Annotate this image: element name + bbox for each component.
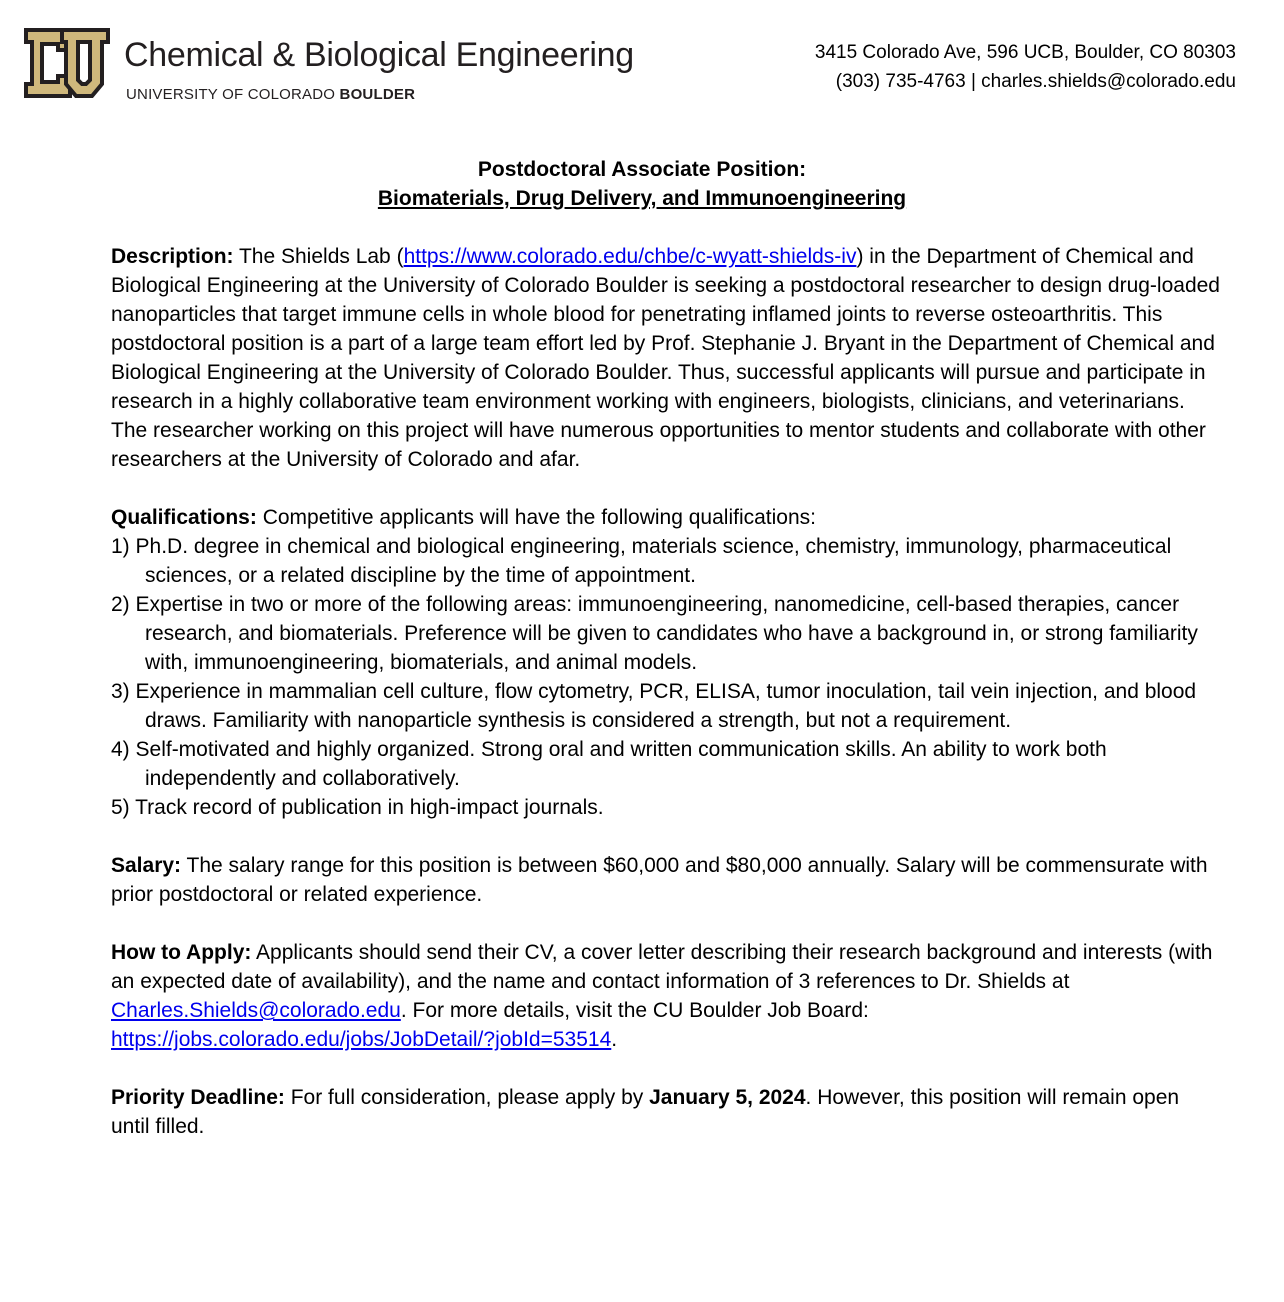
how-to-apply-label: How to Apply: (111, 941, 252, 964)
address: 3415 Colorado Ave, 596 UCB, Boulder, CO 80303 (814, 42, 1236, 63)
description-section: Description: The Shields Lab (https://www.colorado.edu/chbe/c-wyatt-shields-iv) in the Department of Chemical and Biological Engineering at the University of Colorado Boulder is seeking a postdoctoral researcher to design drug-loaded nanoparticles that target immune cells in whole blood for penetrating inflamed joints to reverse osteoarthritis. This postdoctoral position is a part of a large team effort led by Prof. Stephanie J. Bryant in the Department of Chemical and Biological Engineering at the University of Colorado Boulder. Thus, successful applicants will pursue and participate in research in a highly collaborative team environment working with engineers, biologists, clinicians, and veterinarians. The researcher working on this project will have numerous opportunities to mentor students and collaborate with other researchers at the University of Colorado and afar. (111, 245, 1220, 471)
priority-deadline-label: Priority Deadline: (111, 1086, 285, 1109)
header-logo-block (22, 22, 642, 112)
priority-deadline-section: Priority Deadline: For full consideration, please apply by January 5, 2024. However, this position will remain open until filled. (111, 1086, 1180, 1138)
email-link[interactable]: Charles.Shields@colorado.edu (111, 999, 401, 1022)
shields-lab-link[interactable]: https://www.colorado.edu/chbe/c-wyatt-shields-iv (403, 245, 857, 268)
title-line-2: Biomaterials, Drug Delivery, and Immunoengineering (377, 187, 907, 210)
qualification-item: 3) Experience in mammalian cell culture, flow cytometry, PCR, ELISA, tumor inoculation, tail vein injection, and blood draws. Familiarity with nanoparticle synthesis is considered a strength, but not a requirement. (111, 680, 1197, 732)
contact-block (815, 38, 1236, 96)
document-body (111, 242, 1221, 1170)
phone-email: (303) 735-4763 | charles.shields@colorado.edu (835, 71, 1236, 92)
how-to-apply-section: How to Apply: Applicants should send their CV, a cover letter describing their research background and interests (with an expected date of availability), and the name and contact information of 3 references to Dr. Shields at Charles.Shields@colorado.edu. For more details, visit the CU Boulder Job Board: https://jobs.colorado.edu/jobs/JobDetail/?jobId=53514. (111, 941, 1213, 1051)
job-board-link[interactable]: https://jobs.colorado.edu/jobs/JobDetail/?jobId=53514 (111, 1028, 612, 1051)
cu-logo-icon (22, 22, 112, 104)
qualification-item: 5) Track record of publication in high-impact journals. (111, 796, 604, 819)
deadline-date: January 5, 2024 (649, 1086, 806, 1109)
qualification-item: 2) Expertise in two or more of the following areas: immunoengineering, nanomedicine, cell-based therapies, cancer research, and biomaterials. Preference will be given to candidates who have a background in, or strong familiarity with, immunoengineering, biomaterials, and animal models. (111, 593, 1198, 674)
qualification-item: 1) Ph.D. degree in chemical and biological engineering, materials science, chemistry, immunology, pharmaceutical sciences, or a related discipline by the time of appointment. (111, 535, 1172, 587)
page-title (0, 155, 1284, 213)
qualifications-section (111, 503, 1221, 822)
salary-label: Salary: (111, 854, 182, 877)
qualifications-label: Qualifications: (111, 506, 257, 529)
department-name: Chemical & Biological Engineering (124, 36, 634, 74)
salary-section: Salary: The salary range for this position is between $60,000 and $80,000 annually. Salary will be commensurate with prior postdoctoral or related experience. (111, 854, 1208, 906)
description-label: Description: (111, 245, 234, 268)
title-line-1: Postdoctoral Associate Position: (477, 158, 807, 181)
qualifications-intro: Qualifications: Competitive applicants will have the following qualifications: (111, 506, 816, 529)
university-name: UNIVERSITY OF COLORADO BOULDER (126, 86, 416, 103)
qualification-item: 4) Self-motivated and highly organized. Strong oral and written communication skills. An ability to work both independently and collaboratively. (111, 738, 1107, 790)
